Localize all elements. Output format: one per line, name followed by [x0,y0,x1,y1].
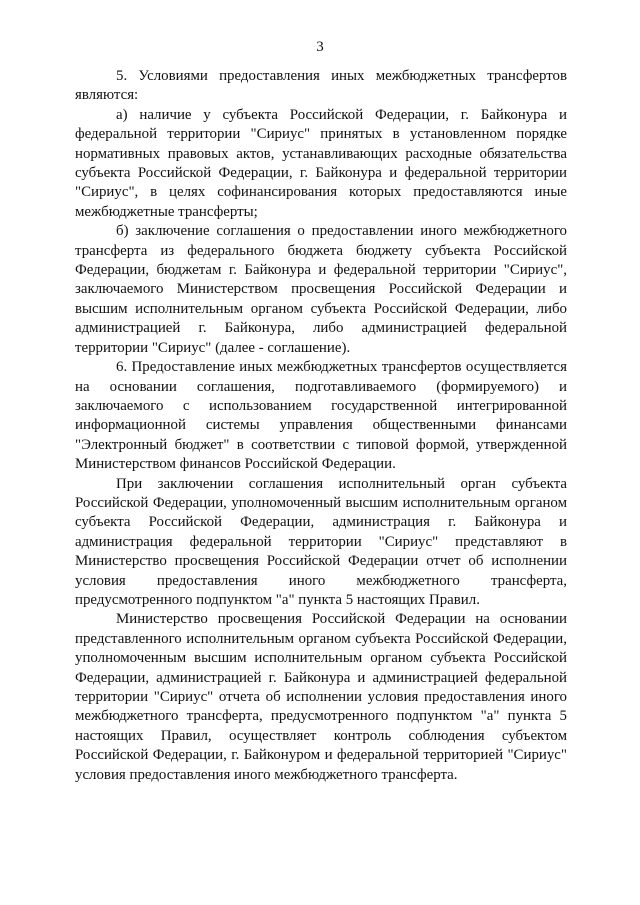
paragraph-ministry-control: Министерство просвещения Российской Федерации на основании представленного исполнительным органом субъекта Российской Федерации, уполномоченным высшим исполнительным органом субъекта Российской Федерации, администрацией г. Байконура и администрацией федеральной территории "Сириус" отчета об исполнении условия предоставления иного межбюджетного трансферта, предусмотренного подпунктом "а" пункта 5 настоящих Правил, осуществляет контроль соблюдения субъектом Российской Федерации, г. Байконуром и федеральной территорией "Сириус" условия предоставления иного межбюджетного трансферта. [75,611,567,783]
paragraph-item-6: 6. Предоставление иных межбюджетных трансфертов осуществляется на основании соглашения, подготавливаемого (формируемого) и заключаемого с использованием государственной интегрированной информационной системы управления общественными финансами "Электронный бюджет" в соответствии с типовой формой, утвержденной Министерством финансов Российской Федерации. [75,359,567,473]
paragraph-condition-b: б) заключение соглашения о предоставлении иного межбюджетного трансферта из федерального бюджета бюджету субъекта Российской Федерации, бюджетам г. Байконура и федеральной территории "Сириус", заключаемого Министерством просвещения Российской Федерации и высшим исполнительным органом субъекта Российской Федерации, либо администрацией г. Байконура, либо администрацией федеральной территории "Сириус" (далее - соглашение). [75,223,567,356]
page-number: 3 [316,39,324,55]
document-body [75,67,567,785]
paragraph-agreement-report: При заключении соглашения исполнительный орган субъекта Российской Федерации, уполномоченный высшим исполнительным органом субъекта Российской Федерации, администрация г. Байконура и администрация федеральной территории "Сириус" представляют в Министерство просвещения Российской Федерации отчет об исполнении условия предоставления иного межбюджетного трансферта, предусмотренного подпунктом "а" пункта 5 настоящих Правил. [75,475,567,608]
paragraph-conditions-heading: 5. Условиями предоставления иных межбюджетных трансфертов являются: [75,68,567,104]
paragraph-condition-a: а) наличие у субъекта Российской Федерации, г. Байконура и федеральной территории "Сириус" принятых в установленном порядке нормативных правовых актов, устанавливающих расходные обязательства субъекта Российской Федерации, г. Байконура и федеральной территории "Сириус", в целях софинансирования которых предоставляются иные межбюджетные трансферты; [75,106,567,220]
